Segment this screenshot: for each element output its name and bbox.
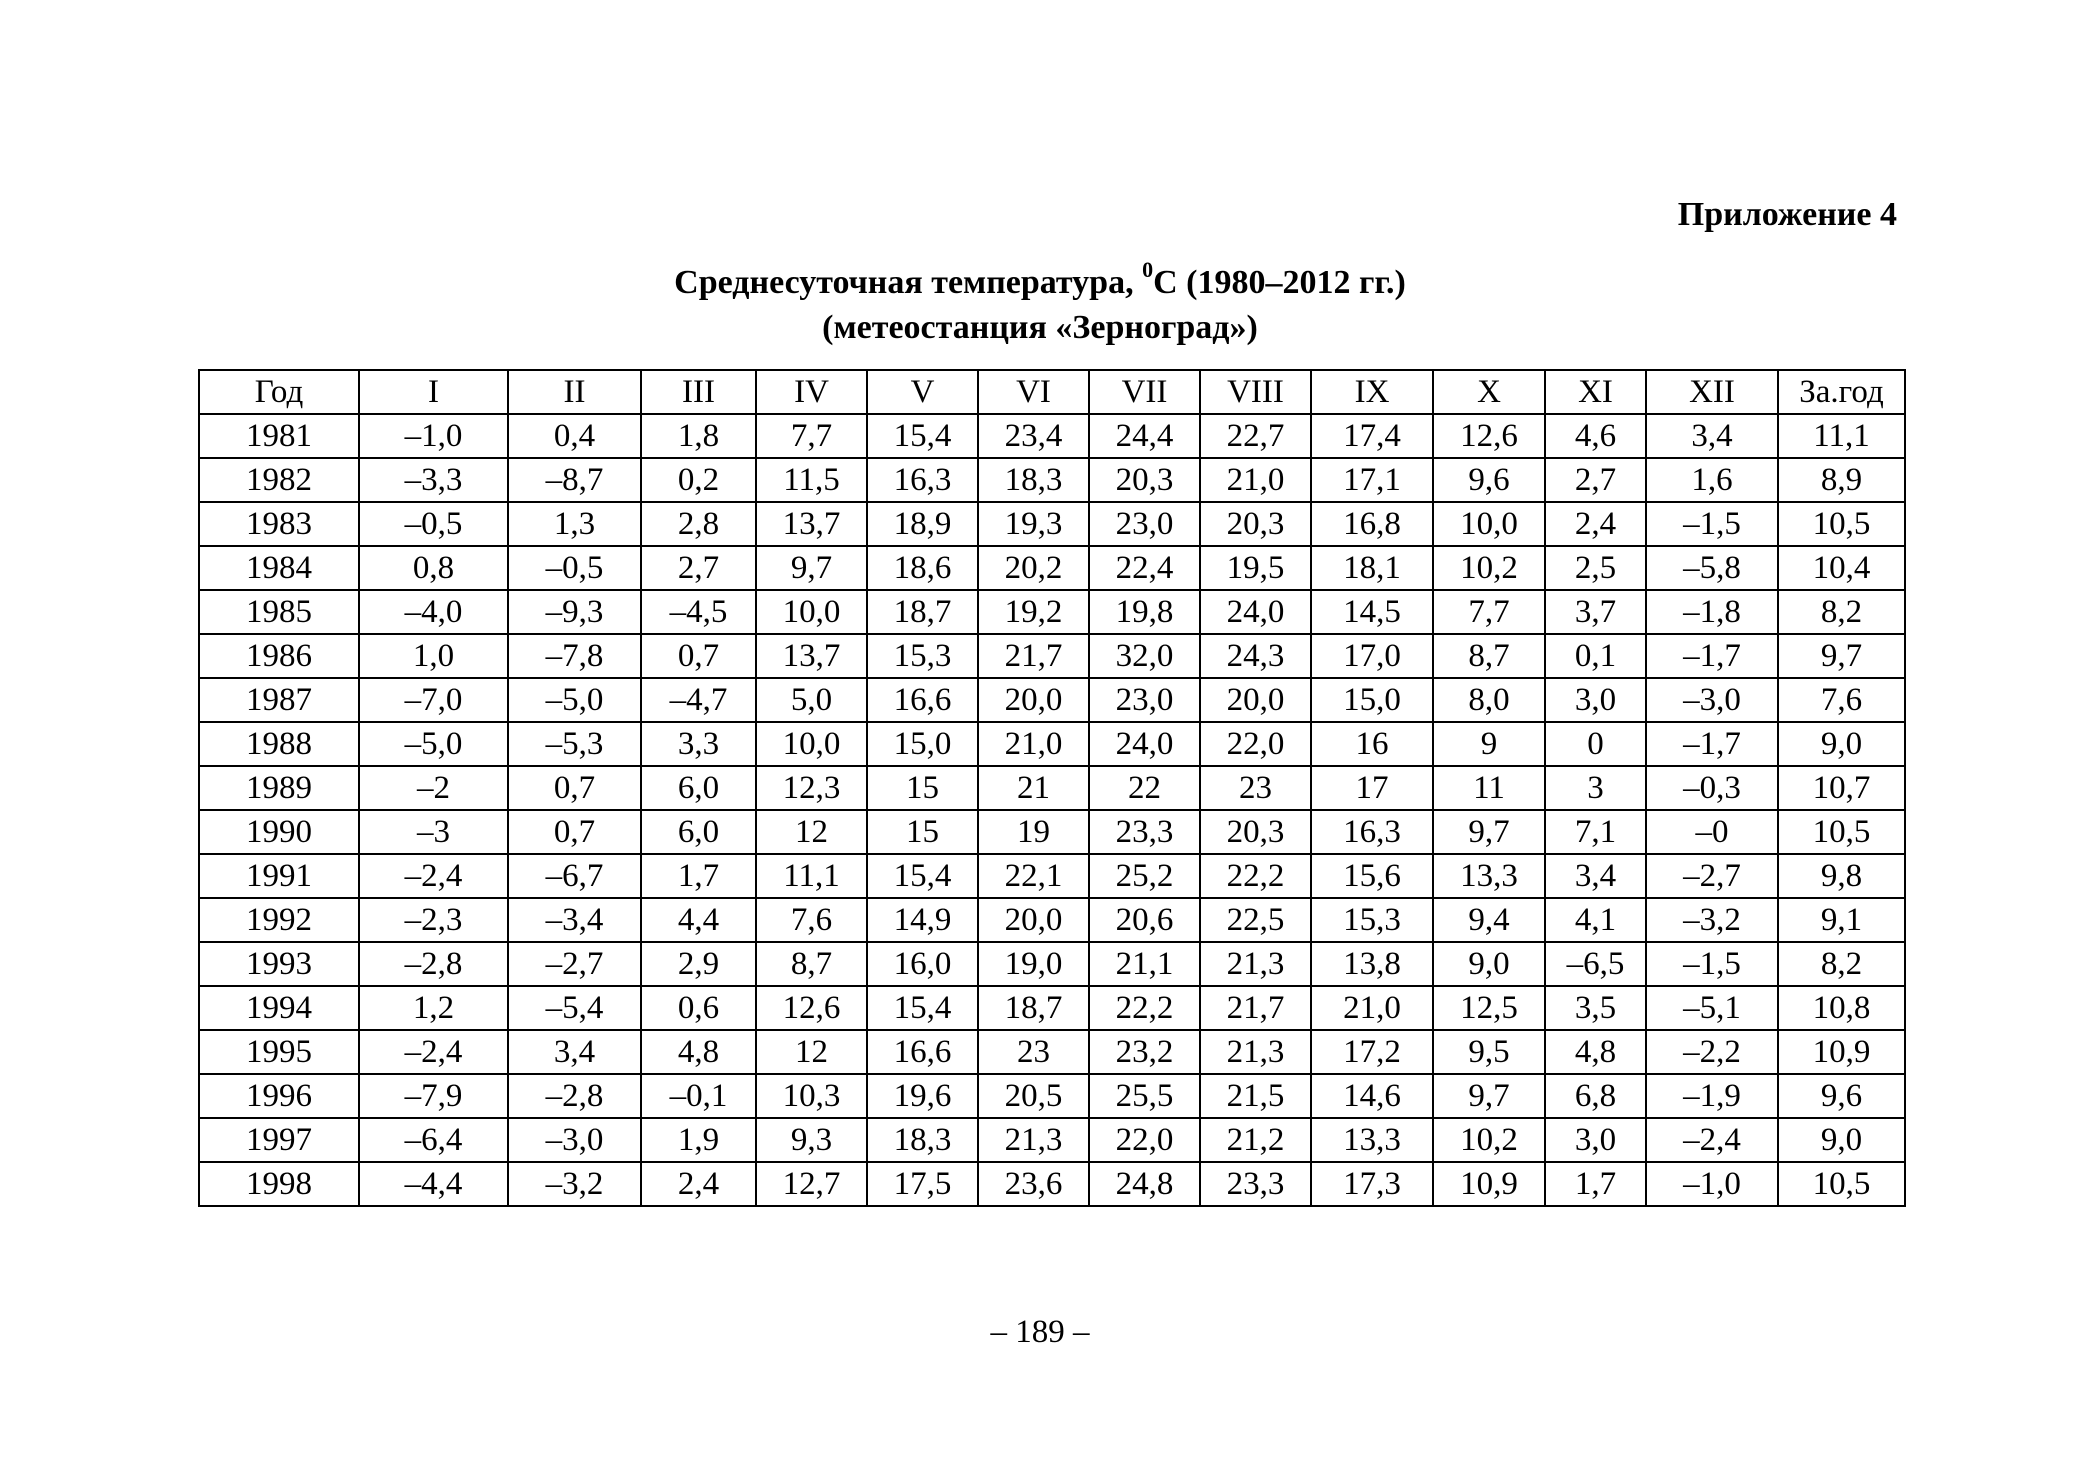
table-row xyxy=(199,898,1905,942)
temperature-cell: 0,7 xyxy=(641,634,756,678)
temperature-cell: 10,5 xyxy=(1778,1162,1905,1206)
temperature-cell: 20,3 xyxy=(1089,458,1200,502)
temperature-cell: –5,0 xyxy=(359,722,508,766)
temperature-cell: 9,6 xyxy=(1778,1074,1905,1118)
temperature-cell: 19,5 xyxy=(1200,546,1311,590)
temperature-cell: 15,0 xyxy=(867,722,978,766)
temperature-cell: 15,6 xyxy=(1311,854,1433,898)
temperature-cell: 9,0 xyxy=(1433,942,1545,986)
temperature-cell: –3,2 xyxy=(1646,898,1778,942)
temperature-cell: 2,5 xyxy=(1545,546,1646,590)
temperature-cell: 32,0 xyxy=(1089,634,1200,678)
table-row xyxy=(199,678,1905,722)
temperature-cell: 16,0 xyxy=(867,942,978,986)
temperature-cell: 10,2 xyxy=(1433,546,1545,590)
temperature-cell: 15 xyxy=(867,810,978,854)
temperature-cell: 20,6 xyxy=(1089,898,1200,942)
temperature-cell: 23,3 xyxy=(1200,1162,1311,1206)
temperature-cell: 1,7 xyxy=(1545,1162,1646,1206)
year-cell: 1984 xyxy=(199,546,359,590)
temperature-cell: –6,4 xyxy=(359,1118,508,1162)
temperature-cell: 10,9 xyxy=(1778,1030,1905,1074)
temperature-cell: 23,3 xyxy=(1089,810,1200,854)
temperature-cell: 15,3 xyxy=(867,634,978,678)
temperature-cell: 3,5 xyxy=(1545,986,1646,1030)
temperature-cell: –2,7 xyxy=(508,942,641,986)
temperature-cell: 22,2 xyxy=(1200,854,1311,898)
table-header-row xyxy=(199,370,1905,414)
temperature-cell: 12,6 xyxy=(756,986,867,1030)
temperature-cell: 17,0 xyxy=(1311,634,1433,678)
table-row xyxy=(199,1030,1905,1074)
column-header: XII xyxy=(1646,370,1778,414)
temperature-cell: 24,8 xyxy=(1089,1162,1200,1206)
temperature-cell: 7,7 xyxy=(1433,590,1545,634)
temperature-cell: 21,2 xyxy=(1200,1118,1311,1162)
temperature-cell: 23,0 xyxy=(1089,502,1200,546)
year-cell: 1997 xyxy=(199,1118,359,1162)
temperature-cell: 10,4 xyxy=(1778,546,1905,590)
column-header: VI xyxy=(978,370,1089,414)
temperature-cell: 1,3 xyxy=(508,502,641,546)
temperature-cell: 22,0 xyxy=(1200,722,1311,766)
table-row xyxy=(199,986,1905,1030)
temperature-cell: 9,1 xyxy=(1778,898,1905,942)
temperature-cell: 19,3 xyxy=(978,502,1089,546)
temperature-cell: 0,1 xyxy=(1545,634,1646,678)
temperature-cell: 19,8 xyxy=(1089,590,1200,634)
temperature-cell: 9,0 xyxy=(1778,722,1905,766)
table-row xyxy=(199,458,1905,502)
temperature-cell: 18,3 xyxy=(867,1118,978,1162)
temperature-cell: 21,0 xyxy=(1311,986,1433,1030)
temperature-cell: 0,7 xyxy=(508,810,641,854)
temperature-cell: –2,4 xyxy=(1646,1118,1778,1162)
temperature-cell: 19,2 xyxy=(978,590,1089,634)
temperature-cell: 21,3 xyxy=(1200,1030,1311,1074)
temperature-cell: 18,7 xyxy=(978,986,1089,1030)
temperature-cell: 15,0 xyxy=(1311,678,1433,722)
temperature-cell: –1,0 xyxy=(359,414,508,458)
temperature-cell: 24,0 xyxy=(1089,722,1200,766)
temperature-cell: 18,7 xyxy=(867,590,978,634)
temperature-cell: 3,3 xyxy=(641,722,756,766)
temperature-cell: 16,6 xyxy=(867,678,978,722)
temperature-cell: 16,6 xyxy=(867,1030,978,1074)
temperature-cell: 23,0 xyxy=(1089,678,1200,722)
temperature-cell: 10,2 xyxy=(1433,1118,1545,1162)
temperature-cell: –3,0 xyxy=(508,1118,641,1162)
temperature-cell: 3,7 xyxy=(1545,590,1646,634)
table-row xyxy=(199,414,1905,458)
temperature-cell: –5,0 xyxy=(508,678,641,722)
temperature-cell: –0,3 xyxy=(1646,766,1778,810)
temperature-cell: 20,0 xyxy=(1200,678,1311,722)
temperature-cell: 16,3 xyxy=(867,458,978,502)
temperature-cell: 16,8 xyxy=(1311,502,1433,546)
temperature-cell: 5,0 xyxy=(756,678,867,722)
year-cell: 1996 xyxy=(199,1074,359,1118)
temperature-cell: 24,0 xyxy=(1200,590,1311,634)
temperature-cell: 17,5 xyxy=(867,1162,978,1206)
year-cell: 1986 xyxy=(199,634,359,678)
table-row xyxy=(199,590,1905,634)
temperature-cell: 22,4 xyxy=(1089,546,1200,590)
table-row xyxy=(199,1074,1905,1118)
temperature-cell: –3,3 xyxy=(359,458,508,502)
temperature-cell: 16,3 xyxy=(1311,810,1433,854)
appendix-label: Приложение 4 xyxy=(1677,196,1897,233)
temperature-cell: 18,6 xyxy=(867,546,978,590)
temperature-cell: –4,4 xyxy=(359,1162,508,1206)
table-row xyxy=(199,1118,1905,1162)
temperature-cell: 15 xyxy=(867,766,978,810)
temperature-cell: 9,0 xyxy=(1778,1118,1905,1162)
temperature-cell: 13,7 xyxy=(756,634,867,678)
temperature-cell: 17,3 xyxy=(1311,1162,1433,1206)
temperature-cell: 17 xyxy=(1311,766,1433,810)
temperature-cell: 0,4 xyxy=(508,414,641,458)
temperature-cell: –0,5 xyxy=(508,546,641,590)
temperature-cell: 6,8 xyxy=(1545,1074,1646,1118)
temperature-cell: 0 xyxy=(1545,722,1646,766)
title-line-2: (метеостанция «Зерноград») xyxy=(822,309,1258,346)
temperature-cell: 10,3 xyxy=(756,1074,867,1118)
temperature-cell: –6,7 xyxy=(508,854,641,898)
temperature-cell: 20,0 xyxy=(978,678,1089,722)
column-header: III xyxy=(641,370,756,414)
temperature-cell: 10,0 xyxy=(756,722,867,766)
temperature-cell: 3 xyxy=(1545,766,1646,810)
temperature-cell: –0,1 xyxy=(641,1074,756,1118)
year-cell: 1987 xyxy=(199,678,359,722)
temperature-cell: –2,2 xyxy=(1646,1030,1778,1074)
temperature-cell: 21,1 xyxy=(1089,942,1200,986)
temperature-cell: 15,3 xyxy=(1311,898,1433,942)
temperature-cell: 21,5 xyxy=(1200,1074,1311,1118)
temperature-cell: 10,9 xyxy=(1433,1162,1545,1206)
temperature-cell: 22,7 xyxy=(1200,414,1311,458)
temperature-cell: 22 xyxy=(1089,766,1200,810)
temperature-cell: 3,4 xyxy=(508,1030,641,1074)
temperature-cell: 12 xyxy=(756,1030,867,1074)
column-header: I xyxy=(359,370,508,414)
temperature-cell: 22,5 xyxy=(1200,898,1311,942)
temperature-cell: 19,6 xyxy=(867,1074,978,1118)
temperature-cell: –1,7 xyxy=(1646,722,1778,766)
temperature-cell: 1,9 xyxy=(641,1118,756,1162)
year-cell: 1982 xyxy=(199,458,359,502)
column-header: VIII xyxy=(1200,370,1311,414)
title-line-1-end: С (1980–2012 гг.) xyxy=(1153,264,1406,301)
temperature-cell: 7,1 xyxy=(1545,810,1646,854)
year-cell: 1992 xyxy=(199,898,359,942)
temperature-cell: 4,8 xyxy=(1545,1030,1646,1074)
year-cell: 1988 xyxy=(199,722,359,766)
temperature-cell: 9,5 xyxy=(1433,1030,1545,1074)
temperature-cell: 1,7 xyxy=(641,854,756,898)
temperature-cell: –3 xyxy=(359,810,508,854)
temperature-cell: 7,6 xyxy=(1778,678,1905,722)
temperature-cell: –0 xyxy=(1646,810,1778,854)
temperature-cell: 9,7 xyxy=(756,546,867,590)
table-row xyxy=(199,766,1905,810)
temperature-cell: 12,5 xyxy=(1433,986,1545,1030)
temperature-cell: 3,4 xyxy=(1646,414,1778,458)
table-title xyxy=(0,256,2080,350)
temperature-cell: 11,1 xyxy=(1778,414,1905,458)
temperature-cell: 2,7 xyxy=(641,546,756,590)
column-header: IX xyxy=(1311,370,1433,414)
title-line-1-start: Среднесуточная температура, xyxy=(674,264,1143,301)
temperature-cell: 15,4 xyxy=(867,986,978,1030)
temperature-cell: 9,7 xyxy=(1433,810,1545,854)
table-row xyxy=(199,546,1905,590)
temperature-cell: –5,3 xyxy=(508,722,641,766)
temperature-cell: 8,0 xyxy=(1433,678,1545,722)
temperature-cell: 7,6 xyxy=(756,898,867,942)
temperature-cell: 13,3 xyxy=(1311,1118,1433,1162)
temperature-cell: –0,5 xyxy=(359,502,508,546)
temperature-cell: 10,0 xyxy=(756,590,867,634)
temperature-cell: 24,4 xyxy=(1089,414,1200,458)
temperature-cell: 23,4 xyxy=(978,414,1089,458)
temperature-cell: 2,9 xyxy=(641,942,756,986)
temperature-cell: 22,1 xyxy=(978,854,1089,898)
temperature-cell: 6,0 xyxy=(641,810,756,854)
temperature-cell: 0,7 xyxy=(508,766,641,810)
temperature-cell: 21,3 xyxy=(978,1118,1089,1162)
temperature-cell: 1,8 xyxy=(641,414,756,458)
temperature-cell: 21 xyxy=(978,766,1089,810)
temperature-cell: 3,0 xyxy=(1545,678,1646,722)
temperature-cell: 25,5 xyxy=(1089,1074,1200,1118)
temperature-cell: 20,3 xyxy=(1200,502,1311,546)
year-cell: 1985 xyxy=(199,590,359,634)
temperature-cell: 3,0 xyxy=(1545,1118,1646,1162)
temperature-cell: 2,4 xyxy=(1545,502,1646,546)
temperature-cell: –7,9 xyxy=(359,1074,508,1118)
temperature-cell: –1,5 xyxy=(1646,502,1778,546)
degree-superscript: 0 xyxy=(1142,256,1154,282)
temperature-cell: 17,4 xyxy=(1311,414,1433,458)
temperature-cell: 11,5 xyxy=(756,458,867,502)
column-header: V xyxy=(867,370,978,414)
temperature-cell: 8,9 xyxy=(1778,458,1905,502)
temperature-cell: 16 xyxy=(1311,722,1433,766)
temperature-cell: –1,5 xyxy=(1646,942,1778,986)
temperature-cell: 14,6 xyxy=(1311,1074,1433,1118)
temperature-cell: –2,8 xyxy=(508,1074,641,1118)
temperature-cell: –2,4 xyxy=(359,1030,508,1074)
temperature-cell: –2,7 xyxy=(1646,854,1778,898)
temperature-cell: 1,2 xyxy=(359,986,508,1030)
temperature-cell: 11 xyxy=(1433,766,1545,810)
temperature-cell: 0,8 xyxy=(359,546,508,590)
temperature-cell: 8,7 xyxy=(756,942,867,986)
table-row xyxy=(199,942,1905,986)
temperature-cell: 3,4 xyxy=(1545,854,1646,898)
temperature-cell: 1,6 xyxy=(1646,458,1778,502)
temperature-cell: 19,0 xyxy=(978,942,1089,986)
temperature-cell: 12,3 xyxy=(756,766,867,810)
temperature-cell: 9,6 xyxy=(1433,458,1545,502)
temperature-cell: 13,8 xyxy=(1311,942,1433,986)
temperature-cell: 6,0 xyxy=(641,766,756,810)
temperature-cell: 17,2 xyxy=(1311,1030,1433,1074)
table-row xyxy=(199,810,1905,854)
temperature-cell: 20,3 xyxy=(1200,810,1311,854)
temperature-cell: 21,0 xyxy=(978,722,1089,766)
temperature-cell: 21,7 xyxy=(1200,986,1311,1030)
temperature-cell: –2,3 xyxy=(359,898,508,942)
year-cell: 1998 xyxy=(199,1162,359,1206)
table-body xyxy=(199,414,1905,1206)
temperature-cell: 2,8 xyxy=(641,502,756,546)
temperature-cell: 12,7 xyxy=(756,1162,867,1206)
temperature-cell: 21,3 xyxy=(1200,942,1311,986)
temperature-cell: 11,1 xyxy=(756,854,867,898)
temperature-table xyxy=(198,369,1906,1207)
temperature-cell: –7,0 xyxy=(359,678,508,722)
year-cell: 1981 xyxy=(199,414,359,458)
temperature-cell: –4,5 xyxy=(641,590,756,634)
temperature-cell: 9,3 xyxy=(756,1118,867,1162)
temperature-cell: –1,0 xyxy=(1646,1162,1778,1206)
temperature-cell: –2,8 xyxy=(359,942,508,986)
temperature-cell: 10,5 xyxy=(1778,502,1905,546)
year-cell: 1993 xyxy=(199,942,359,986)
temperature-cell: 12 xyxy=(756,810,867,854)
column-header: VII xyxy=(1089,370,1200,414)
table-row xyxy=(199,854,1905,898)
temperature-cell: 23 xyxy=(1200,766,1311,810)
temperature-cell: 18,1 xyxy=(1311,546,1433,590)
temperature-cell: 4,8 xyxy=(641,1030,756,1074)
temperature-cell: 4,1 xyxy=(1545,898,1646,942)
column-header: II xyxy=(508,370,641,414)
column-header: IV xyxy=(756,370,867,414)
temperature-cell: 8,2 xyxy=(1778,590,1905,634)
column-header-year: Год xyxy=(199,370,359,414)
temperature-cell: –8,7 xyxy=(508,458,641,502)
temperature-cell: 4,6 xyxy=(1545,414,1646,458)
temperature-cell: 21,7 xyxy=(978,634,1089,678)
temperature-cell: 12,6 xyxy=(1433,414,1545,458)
column-header: X xyxy=(1433,370,1545,414)
temperature-cell: 10,0 xyxy=(1433,502,1545,546)
temperature-cell: 13,7 xyxy=(756,502,867,546)
temperature-cell: 24,3 xyxy=(1200,634,1311,678)
temperature-cell: –6,5 xyxy=(1545,942,1646,986)
temperature-cell: 7,7 xyxy=(756,414,867,458)
year-cell: 1983 xyxy=(199,502,359,546)
temperature-cell: 18,3 xyxy=(978,458,1089,502)
temperature-cell: 9 xyxy=(1433,722,1545,766)
temperature-cell: –4,0 xyxy=(359,590,508,634)
temperature-cell: 9,8 xyxy=(1778,854,1905,898)
temperature-cell: 22,0 xyxy=(1089,1118,1200,1162)
temperature-cell: –5,1 xyxy=(1646,986,1778,1030)
temperature-cell: 14,9 xyxy=(867,898,978,942)
table-row xyxy=(199,634,1905,678)
column-header: За.год xyxy=(1778,370,1905,414)
temperature-cell: 20,0 xyxy=(978,898,1089,942)
temperature-cell: 21,0 xyxy=(1200,458,1311,502)
temperature-cell: 1,0 xyxy=(359,634,508,678)
temperature-cell: –3,4 xyxy=(508,898,641,942)
temperature-cell: –1,7 xyxy=(1646,634,1778,678)
temperature-cell: 18,9 xyxy=(867,502,978,546)
temperature-cell: 17,1 xyxy=(1311,458,1433,502)
temperature-cell: –2 xyxy=(359,766,508,810)
year-cell: 1995 xyxy=(199,1030,359,1074)
temperature-cell: 10,8 xyxy=(1778,986,1905,1030)
temperature-cell: 15,4 xyxy=(867,414,978,458)
temperature-cell: 8,7 xyxy=(1433,634,1545,678)
year-cell: 1994 xyxy=(199,986,359,1030)
temperature-cell: 22,2 xyxy=(1089,986,1200,1030)
temperature-cell: 23,2 xyxy=(1089,1030,1200,1074)
temperature-cell: 23 xyxy=(978,1030,1089,1074)
temperature-cell: –9,3 xyxy=(508,590,641,634)
temperature-cell: 4,4 xyxy=(641,898,756,942)
temperature-cell: 19 xyxy=(978,810,1089,854)
temperature-cell: –3,0 xyxy=(1646,678,1778,722)
page-number: – 189 – xyxy=(990,1314,1090,1350)
year-cell: 1989 xyxy=(199,766,359,810)
temperature-cell: 0,6 xyxy=(641,986,756,1030)
temperature-cell: –4,7 xyxy=(641,678,756,722)
temperature-cell: 15,4 xyxy=(867,854,978,898)
table-row xyxy=(199,722,1905,766)
temperature-cell: 8,2 xyxy=(1778,942,1905,986)
temperature-cell: 23,6 xyxy=(978,1162,1089,1206)
temperature-cell: 10,5 xyxy=(1778,810,1905,854)
temperature-cell: –5,8 xyxy=(1646,546,1778,590)
temperature-cell: 10,7 xyxy=(1778,766,1905,810)
temperature-cell: –7,8 xyxy=(508,634,641,678)
temperature-cell: 2,4 xyxy=(641,1162,756,1206)
year-cell: 1990 xyxy=(199,810,359,854)
temperature-cell: –3,2 xyxy=(508,1162,641,1206)
temperature-cell: 9,4 xyxy=(1433,898,1545,942)
table-row xyxy=(199,1162,1905,1206)
temperature-cell: 13,3 xyxy=(1433,854,1545,898)
temperature-cell: 2,7 xyxy=(1545,458,1646,502)
temperature-cell: 20,5 xyxy=(978,1074,1089,1118)
temperature-cell: 25,2 xyxy=(1089,854,1200,898)
temperature-cell: 0,2 xyxy=(641,458,756,502)
temperature-cell: 14,5 xyxy=(1311,590,1433,634)
temperature-cell: 9,7 xyxy=(1433,1074,1545,1118)
temperature-cell: 9,7 xyxy=(1778,634,1905,678)
table-row xyxy=(199,502,1905,546)
temperature-cell: –2,4 xyxy=(359,854,508,898)
title-line-1 xyxy=(0,256,2080,305)
temperature-cell: 20,2 xyxy=(978,546,1089,590)
temperature-cell: –5,4 xyxy=(508,986,641,1030)
column-header: XI xyxy=(1545,370,1646,414)
temperature-cell: –1,9 xyxy=(1646,1074,1778,1118)
year-cell: 1991 xyxy=(199,854,359,898)
temperature-cell: –1,8 xyxy=(1646,590,1778,634)
